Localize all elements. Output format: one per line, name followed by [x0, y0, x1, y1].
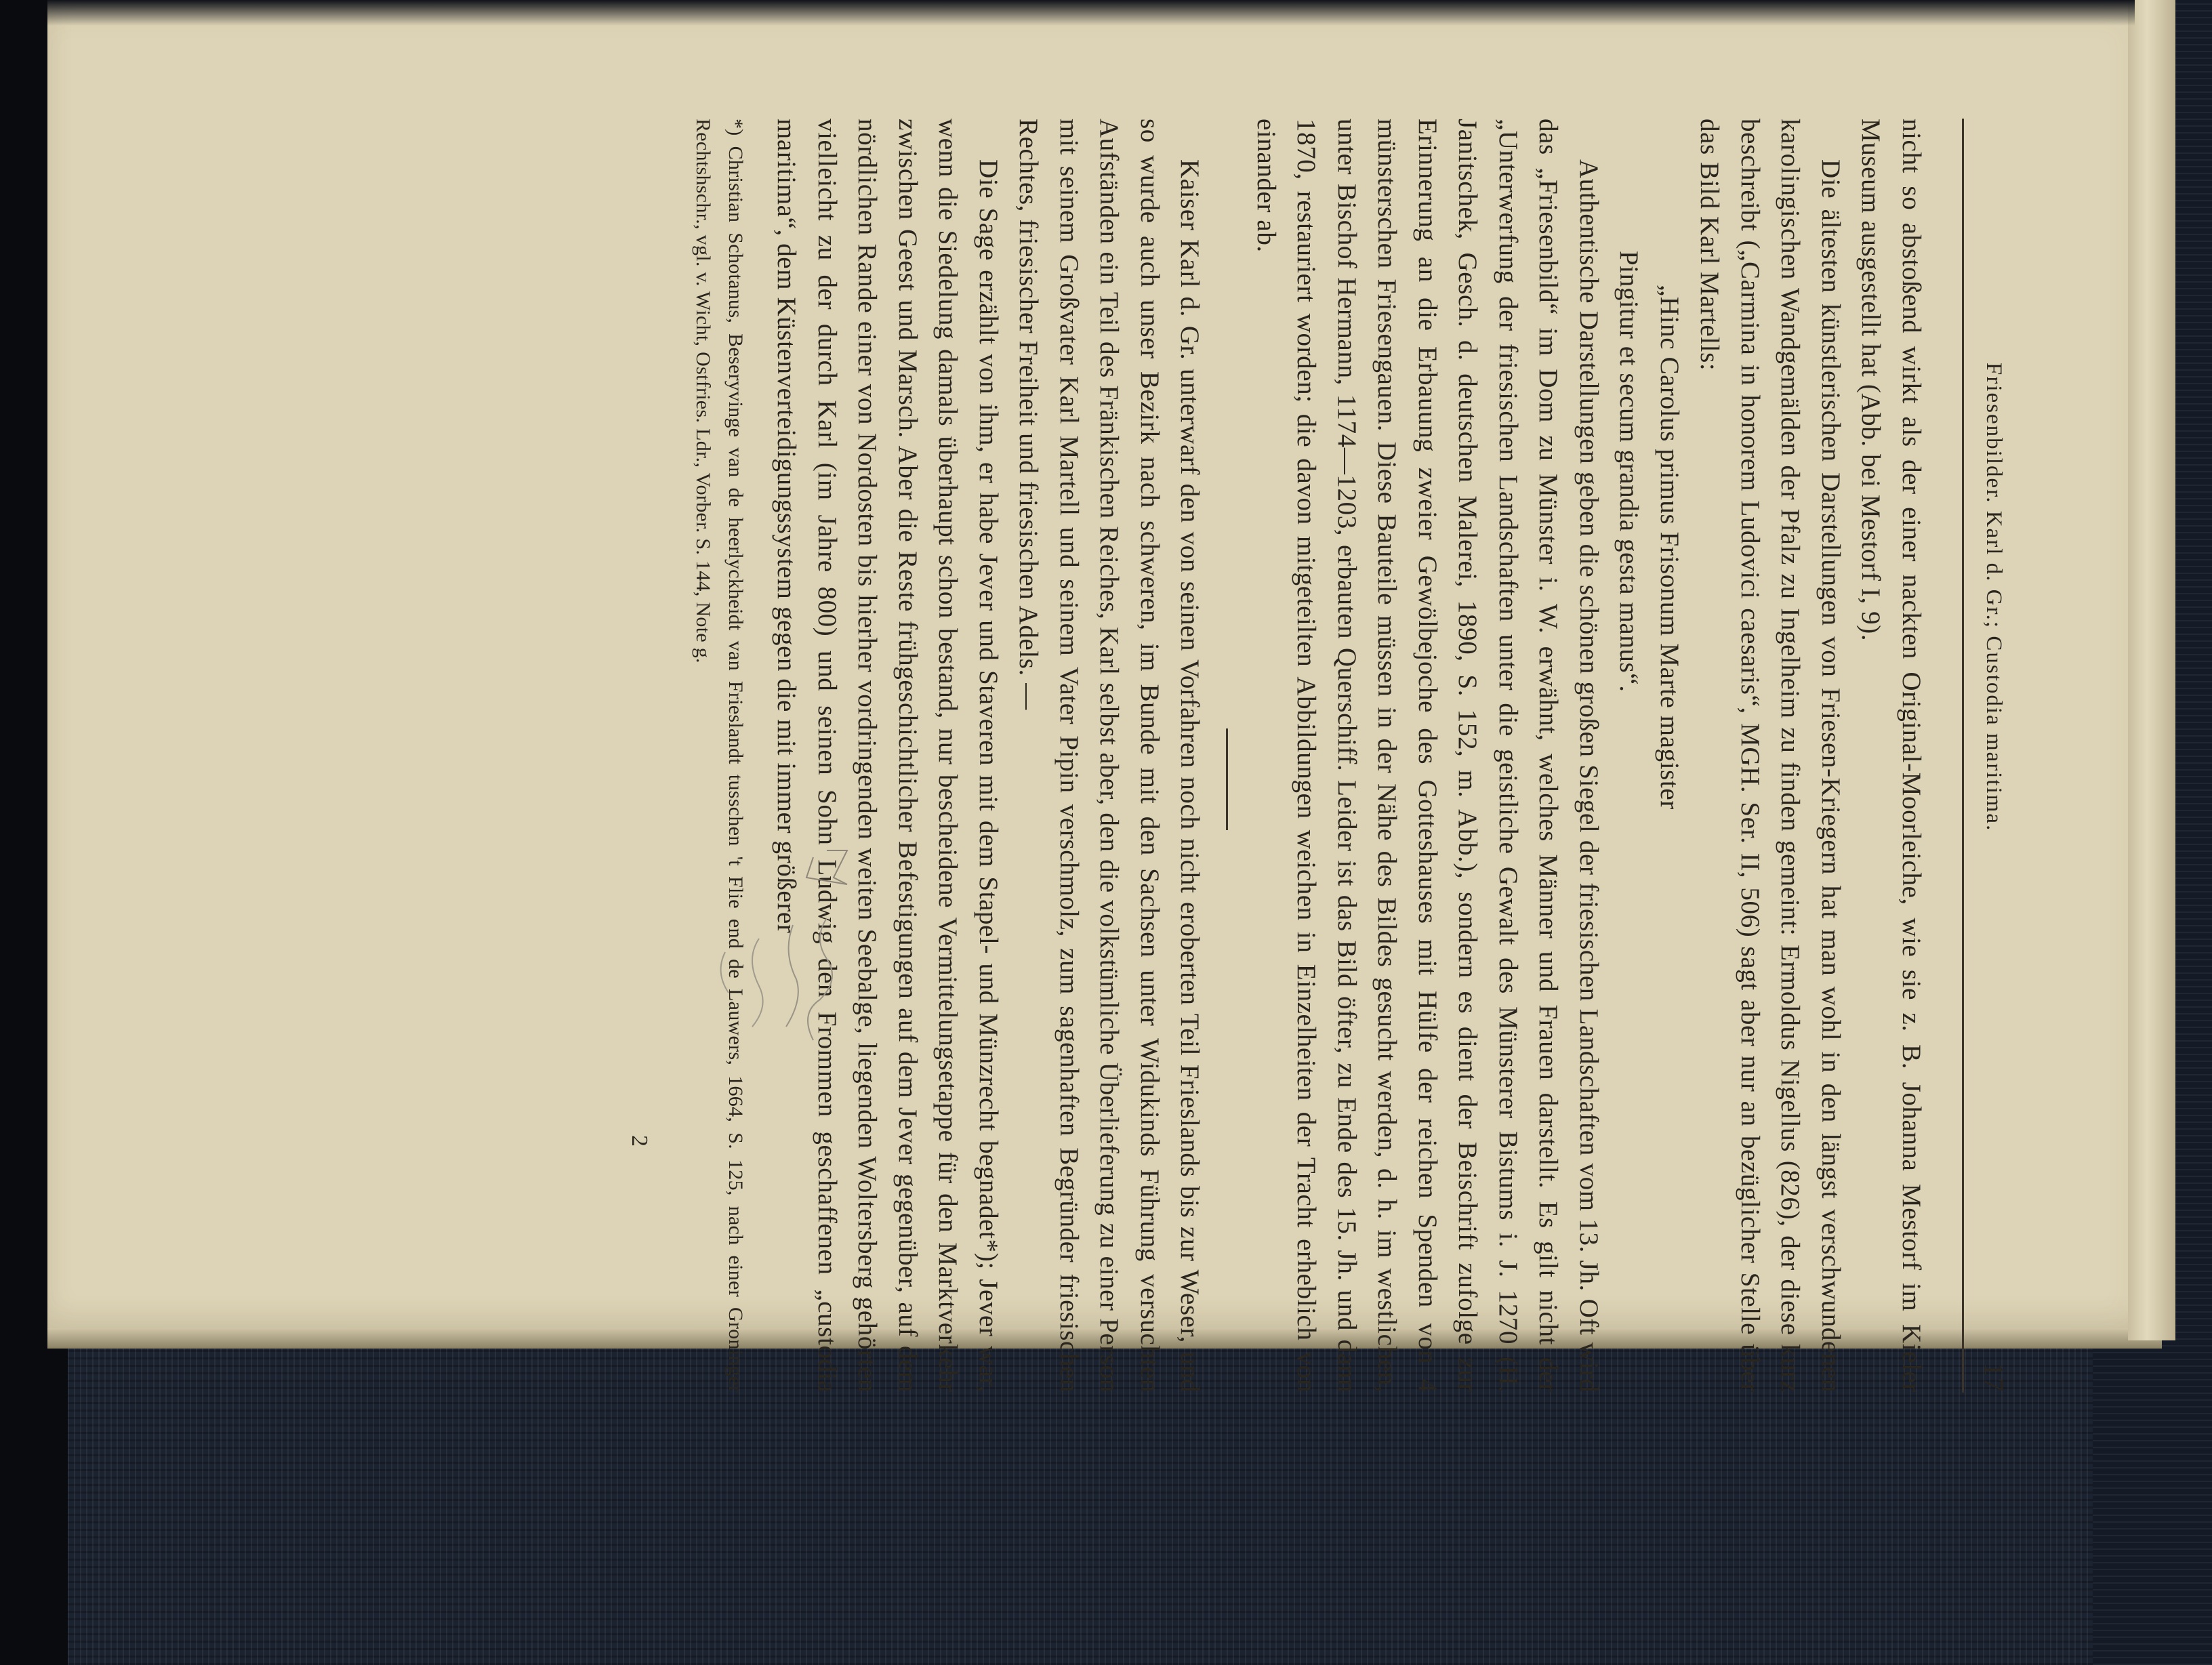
running-head [1972, 119, 2009, 1393]
body-text [619, 119, 1932, 1393]
quote-line: „Hinc Carolus primus Frisonum Marte magister [1655, 285, 1684, 810]
paragraph: Die Sage erzählt von ihm, er habe Jever und Staveren mit dem Stapel- und Münzrecht begnadet*); Jever war, wenn die Siedelung damals überhaupt schon bestand, nur bescheidene Vermittelungsetappe für den Marktverkehr zwischen Geest und Marsch. Aber die Reste frühgeschichtlicher Befestigungen auf dem Jever gegenüber, auf dem nördlichen Rande einer von Nordosten bis hierher vordringenden weiten Seebalge, liegenden Woltersberg gehörten vielleicht zu der durch Karl (im Jahre 800) und seinen Sohn Ludwig den Frommen geschaffenen „custodia maritima“, dem Küstenverteidigungssystem gegen die mit immer größerer [772, 119, 1003, 1393]
quote-line: Pingitur et secum grandia gesta manus“. [1614, 251, 1644, 693]
paragraph: Authentische Darstellungen geben die schönen großen Siegel der friesischen Landschaften vom 13. Jh. Oft wird das „Friesenbild“ im Dom zu Münster i. W. erwähnt, welches Männer und Frauen darstellt. Es gilt nicht der „Unterwerfung der friesischen Landschaften unter die geistliche Gewalt des Münsterer Bistums i. J. 1270 (H. Janitschek, Gesch. d. deutschen Malerei, 1890, S. 152, m. Abb.), sondern es dient der Beischrift zufolge zur Erinnerung an die Erbauung zweier Gewölbejoche des Gotteshauses mit Hülfe der reichen Spenden von 4 münsterschen Friesengauen. Diese Bauteile müssen in der Nähe des Bildes gesucht werden, d. h. im westlichen, unter Bischof Hermann, 1174—1203, erbauten Querschiff. Leider ist das Bild öfter, zu Ende des 15. Jh. und dann 1870, restauriert worden; die davon mitgeteilten Abbildungen weichen in Einzelheiten der Tracht erheblich von einander ab. [1252, 119, 1603, 1393]
footnote [687, 119, 752, 1393]
footnote-text: *) Christian Schotanus, Beseryvinge van de heerlyckheidt van Frieslandt tusschen 't Flie end de Lauwers, 1664, S. 125, nach einer Groninger Rechtshschr., vgl. v. Wicht, Ostfries. Ldr., Vorber. S. 144, Note g. [692, 119, 747, 1393]
paragraph: Die ältesten künstlerischen Darstellungen von Friesen-Kriegern hat man wohl in den längst verschwundenen karolingischen Wandgemälden der Pfalz zu Ingelheim zu finden gemeint: Ermoldus Nigellus (826), der diese kurz beschreibt („Carmina in honorem Ludovici caesaris“, MGH. Ser. II, 506) sagt aber nur an bezüglicher Stelle über das Bild Karl Martells: [1695, 119, 1845, 1393]
signature-mark: 2 [627, 1135, 652, 1147]
top-shadow [47, 0, 2135, 26]
header-rule [1962, 119, 1964, 1393]
section-divider [1227, 728, 1229, 830]
paragraph: Kaiser Karl d. Gr. unterwarf den von seinen Vorfahren noch nicht eroberten Teil Frieslands bis zur Weser, und so wurde auch unser Bezirk nach schweren, im Bunde mit den Sachsen unter Widukinds Führung versuchten Aufständen ein Teil des Fränkischen Reiches, Karl selbst aber, den die volkstümliche Überlieferung zu einer Person mit seinem Großvater Karl Martell und seinem Vater Pipin verschmolz, zum sagenhaften Begründer friesischen Rechtes, friesischer Freiheit und friesischen Adels. — [1014, 119, 1205, 1393]
pencil-annotation [691, 837, 854, 1067]
page-number: 17 [1979, 1363, 2009, 1393]
rotated-text-block [176, 119, 2009, 1393]
page-gutter [2128, 0, 2175, 1340]
running-head-title: Friesenbilder. Karl d. Gr.; Custodia maritima. [1982, 363, 2006, 832]
paragraph: nicht so abstoßend wirkt als der einer nackten Original-Moorleiche, wie sie z. B. Johanna Mestorf im Kieler Museum ausgestellt hat (Abb. bei Mestorf I, 9). [1856, 119, 1926, 1393]
